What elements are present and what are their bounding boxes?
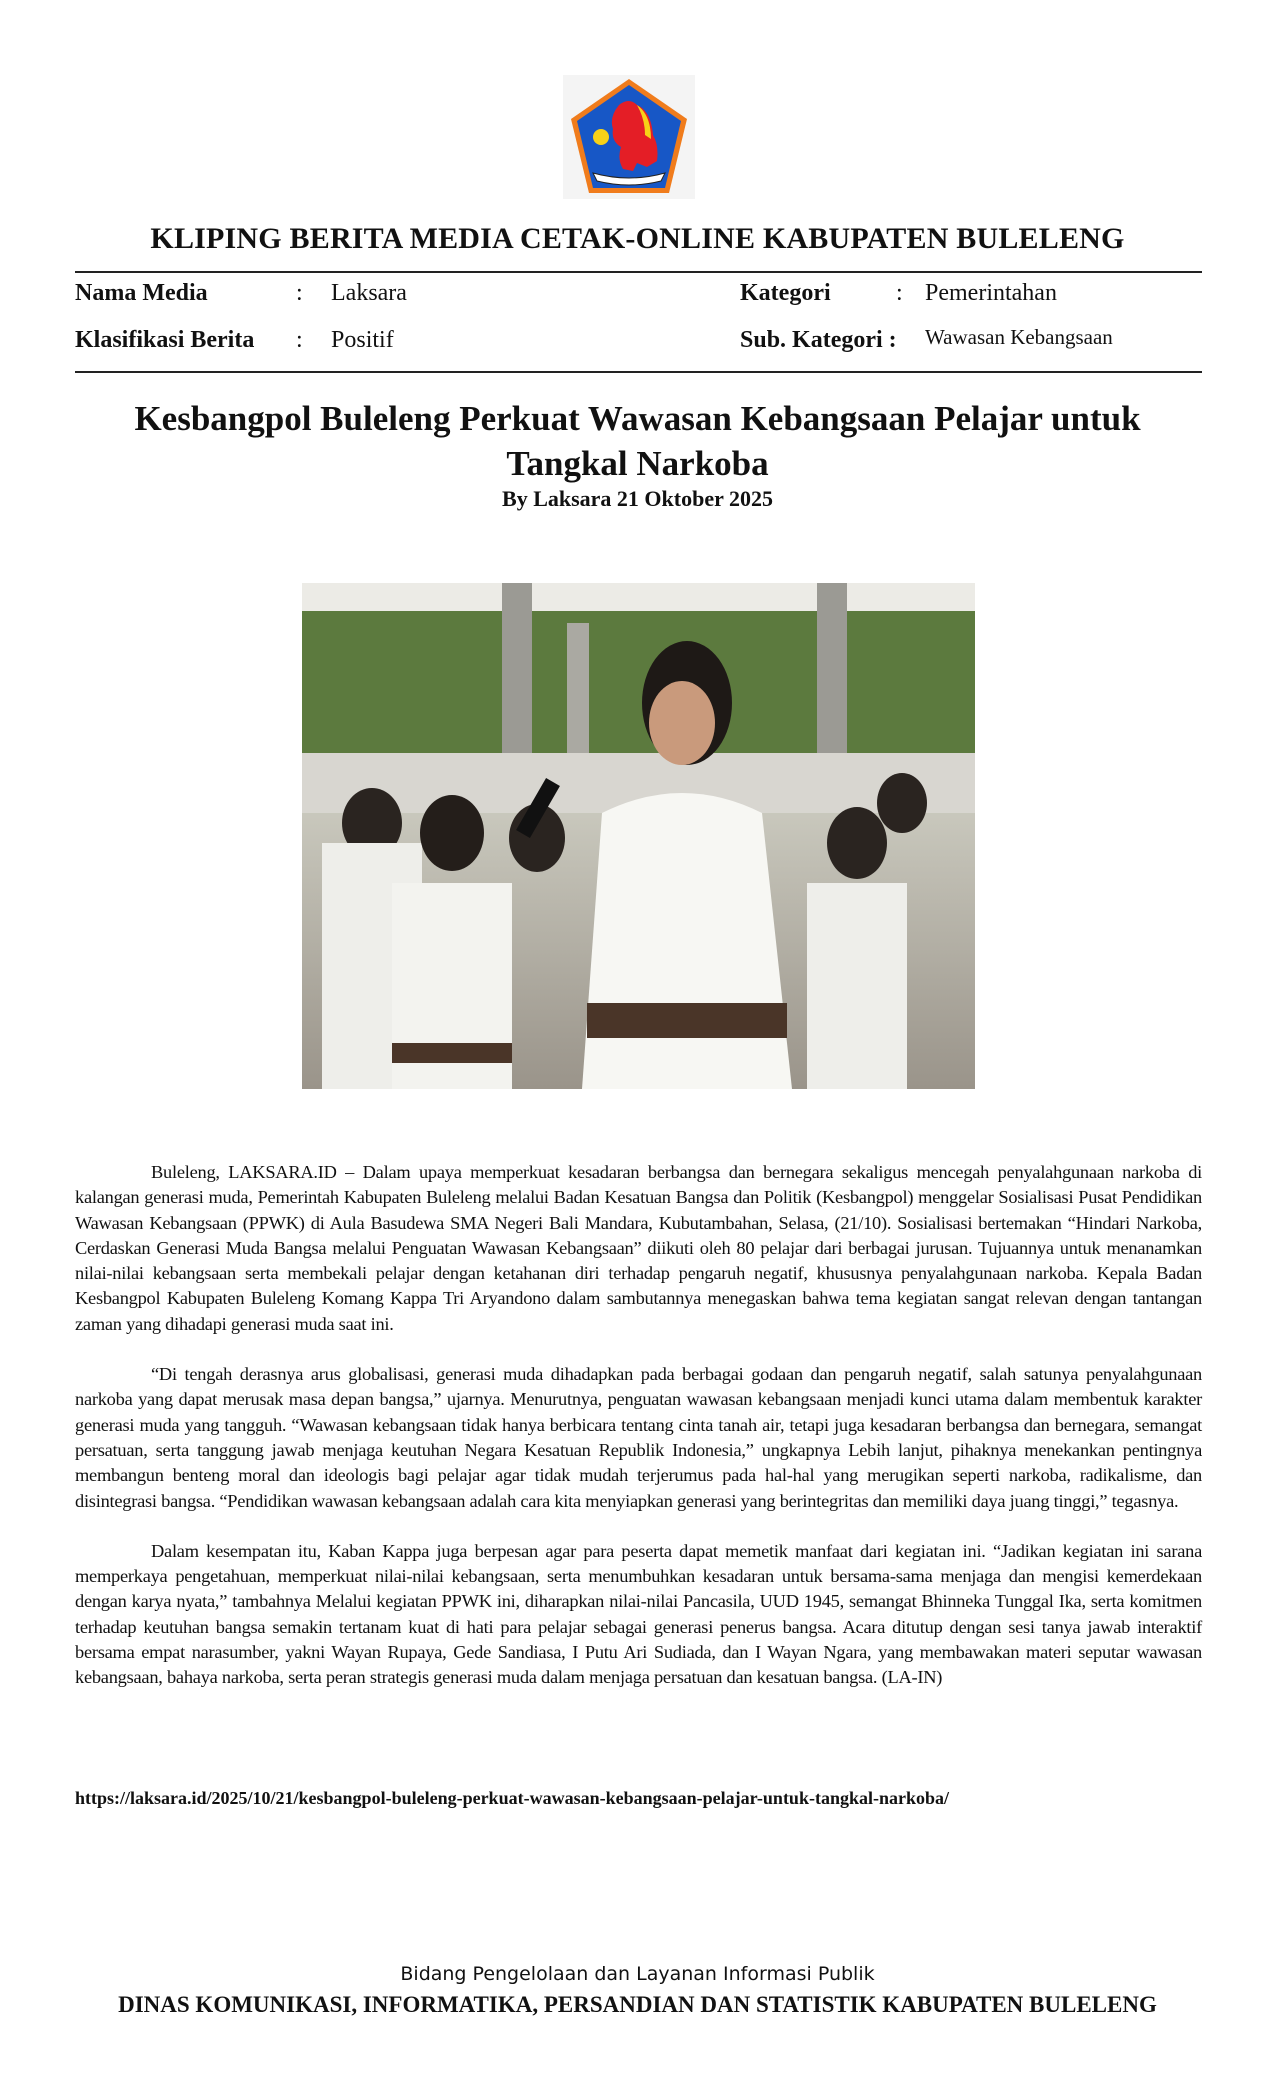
sub-kategori-value: Wawasan Kebangsaan [925, 325, 1113, 349]
article-title: Kesbangpol Buleleng Perkuat Wawasan Kebangsaan Pelajar untuk Tangkal Narkoba [134, 399, 1141, 483]
klasifikasi-value: Positif [331, 327, 394, 353]
paragraph: Buleleng, LAKSARA.ID – Dalam upaya memperkuat kesadaran berbangsa dan bernegara sekaligus mencegah penyalahgunaan narkoba di kalangan generasi muda, Pemerintah Kabupaten Buleleng melalui Badan Kesatuan Bangsa dan Politik (Kesbangpol) menggelar Sosialisasi Pusat Pendidikan Wawasan Kebangsaan (PPWK) di Aula Basudewa SMA Negeri Bali Mandara, Kubutambahan, Selasa, (21/10). Sosialisasi bertemakan “Hindari Narkoba, Cerdaskan Generasi Muda Bangsa melalui Penguatan Wawasan Kebangsaan” diikuti oleh 80 pelajar dari berbagai jurusan. Tujuannya untuk menanamkan nilai-nilai kebangsaan serta membekali pelajar dengan ketahanan diri terhadap pengaruh negatif, khususnya penyalahgunaan narkoba. Kepala Badan Kesbangpol Kabupaten Buleleng Komang Kappa Tri Aryandono dalam sambutannya menegaskan bahwa tema kegiatan sangat relevan dengan tantangan zaman yang dihadapi generasi muda saat ini. [75, 1162, 1202, 1334]
footer-division: Bidang Pengelolaan dan Layanan Informasi Publik [400, 1963, 875, 1985]
nama-media-value: Laksara [331, 280, 407, 306]
document-heading: KLIPING BERITA MEDIA CETAK-ONLINE KABUPATEN BULELENG [150, 222, 1125, 255]
paragraph: “Di tengah derasnya arus globalisasi, generasi muda dihadapkan pada berbagai godaan dan pengaruh negatif, salah satunya penyalahgunaan narkoba yang dapat merusak masa depan bangsa,” ujarnya. Menurutnya, penguatan wawasan kebangsaan menjadi kunci utama dalam membentuk karakter generasi muda yang tangguh. “Wawasan kebangsaan tidak hanya berbicara tentang cinta tanah air, tetapi juga kesadaran berbangsa dan bernegara, semangat persatuan, serta tanggung jawab menjaga keutuhan Negara Kesatuan Republik Indonesia,” ungkapnya Lebih lanjut, pihaknya menekankan pentingnya membangun benteng moral dan ideologis bagi pelajar agar tidak mudah terjerumus pada hal-hal yang merugikan seperti narkoba, radikalisme, dan disintegrasi bangsa. “Pendidikan wawasan kebangsaan adalah cara kita menyiapkan generasi yang berintegritas dan memiliki daya juang tinggi,” tegasnya. [75, 1364, 1202, 1511]
sub-kategori-label: Sub. Kategori : [740, 327, 897, 353]
article-photo [302, 583, 975, 1089]
buleleng-regency-emblem [563, 75, 695, 199]
nama-media-label: Nama Media [75, 280, 208, 306]
klasifikasi-label: Klasifikasi Berita [75, 327, 255, 353]
divider [75, 371, 1202, 373]
kategori-value: Pemerintahan [925, 280, 1057, 306]
paragraph: Dalam kesempatan itu, Kaban Kappa juga berpesan agar para peserta dapat memetik manfaat dari kegiatan ini. “Jadikan kegiatan ini sarana memperkaya pengetahuan, memperkuat nilai-nilai kebangsaan, serta menumbuhkan kesadaran untuk bersama-sama menjaga dan mengisi kemerdekaan dengan karya nyata,” tambahnya Melalui kegiatan PPWK ini, diharapkan nilai-nilai Pancasila, UUD 1945, semangat Bhinneka Tunggal Ika, serta komitmen terhadap keutuhan bangsa semakin tertanam kuat di hati para pelajar sebagai generasi penerus bangsa. Acara ditutup dengan sesi tanya jawab interaktif bersama empat narasumber, yakni Wayan Rupaya, Gede Sandiasa, I Putu Ari Sudiada, dan I Wayan Ngara, yang membawakan materi seputar wawasan kebangsaan, bahaya narkoba, serta peran strategis generasi muda dalam menjaga persatuan dan kesatuan bangsa. (LA-IN) [75, 1540, 1202, 1688]
kategori-label: Kategori [740, 280, 831, 306]
colon: : [296, 280, 303, 306]
divider [75, 271, 1202, 273]
footer-agency: DINAS KOMUNIKASI, INFORMATIKA, PERSANDIAN DAN STATISTIK KABUPATEN BULELENG [118, 1992, 1157, 2017]
article-body [75, 1160, 1202, 1691]
colon: : [296, 327, 303, 353]
article-byline: By Laksara 21 Oktober 2025 [502, 486, 773, 511]
source-link[interactable]: https://laksara.id/2025/10/21/kesbangpol-buleleng-perkuat-wawasan-kebangsaan-pelajar-untuk-tangkal-narkoba/ [75, 1788, 949, 1808]
colon: : [896, 280, 903, 306]
